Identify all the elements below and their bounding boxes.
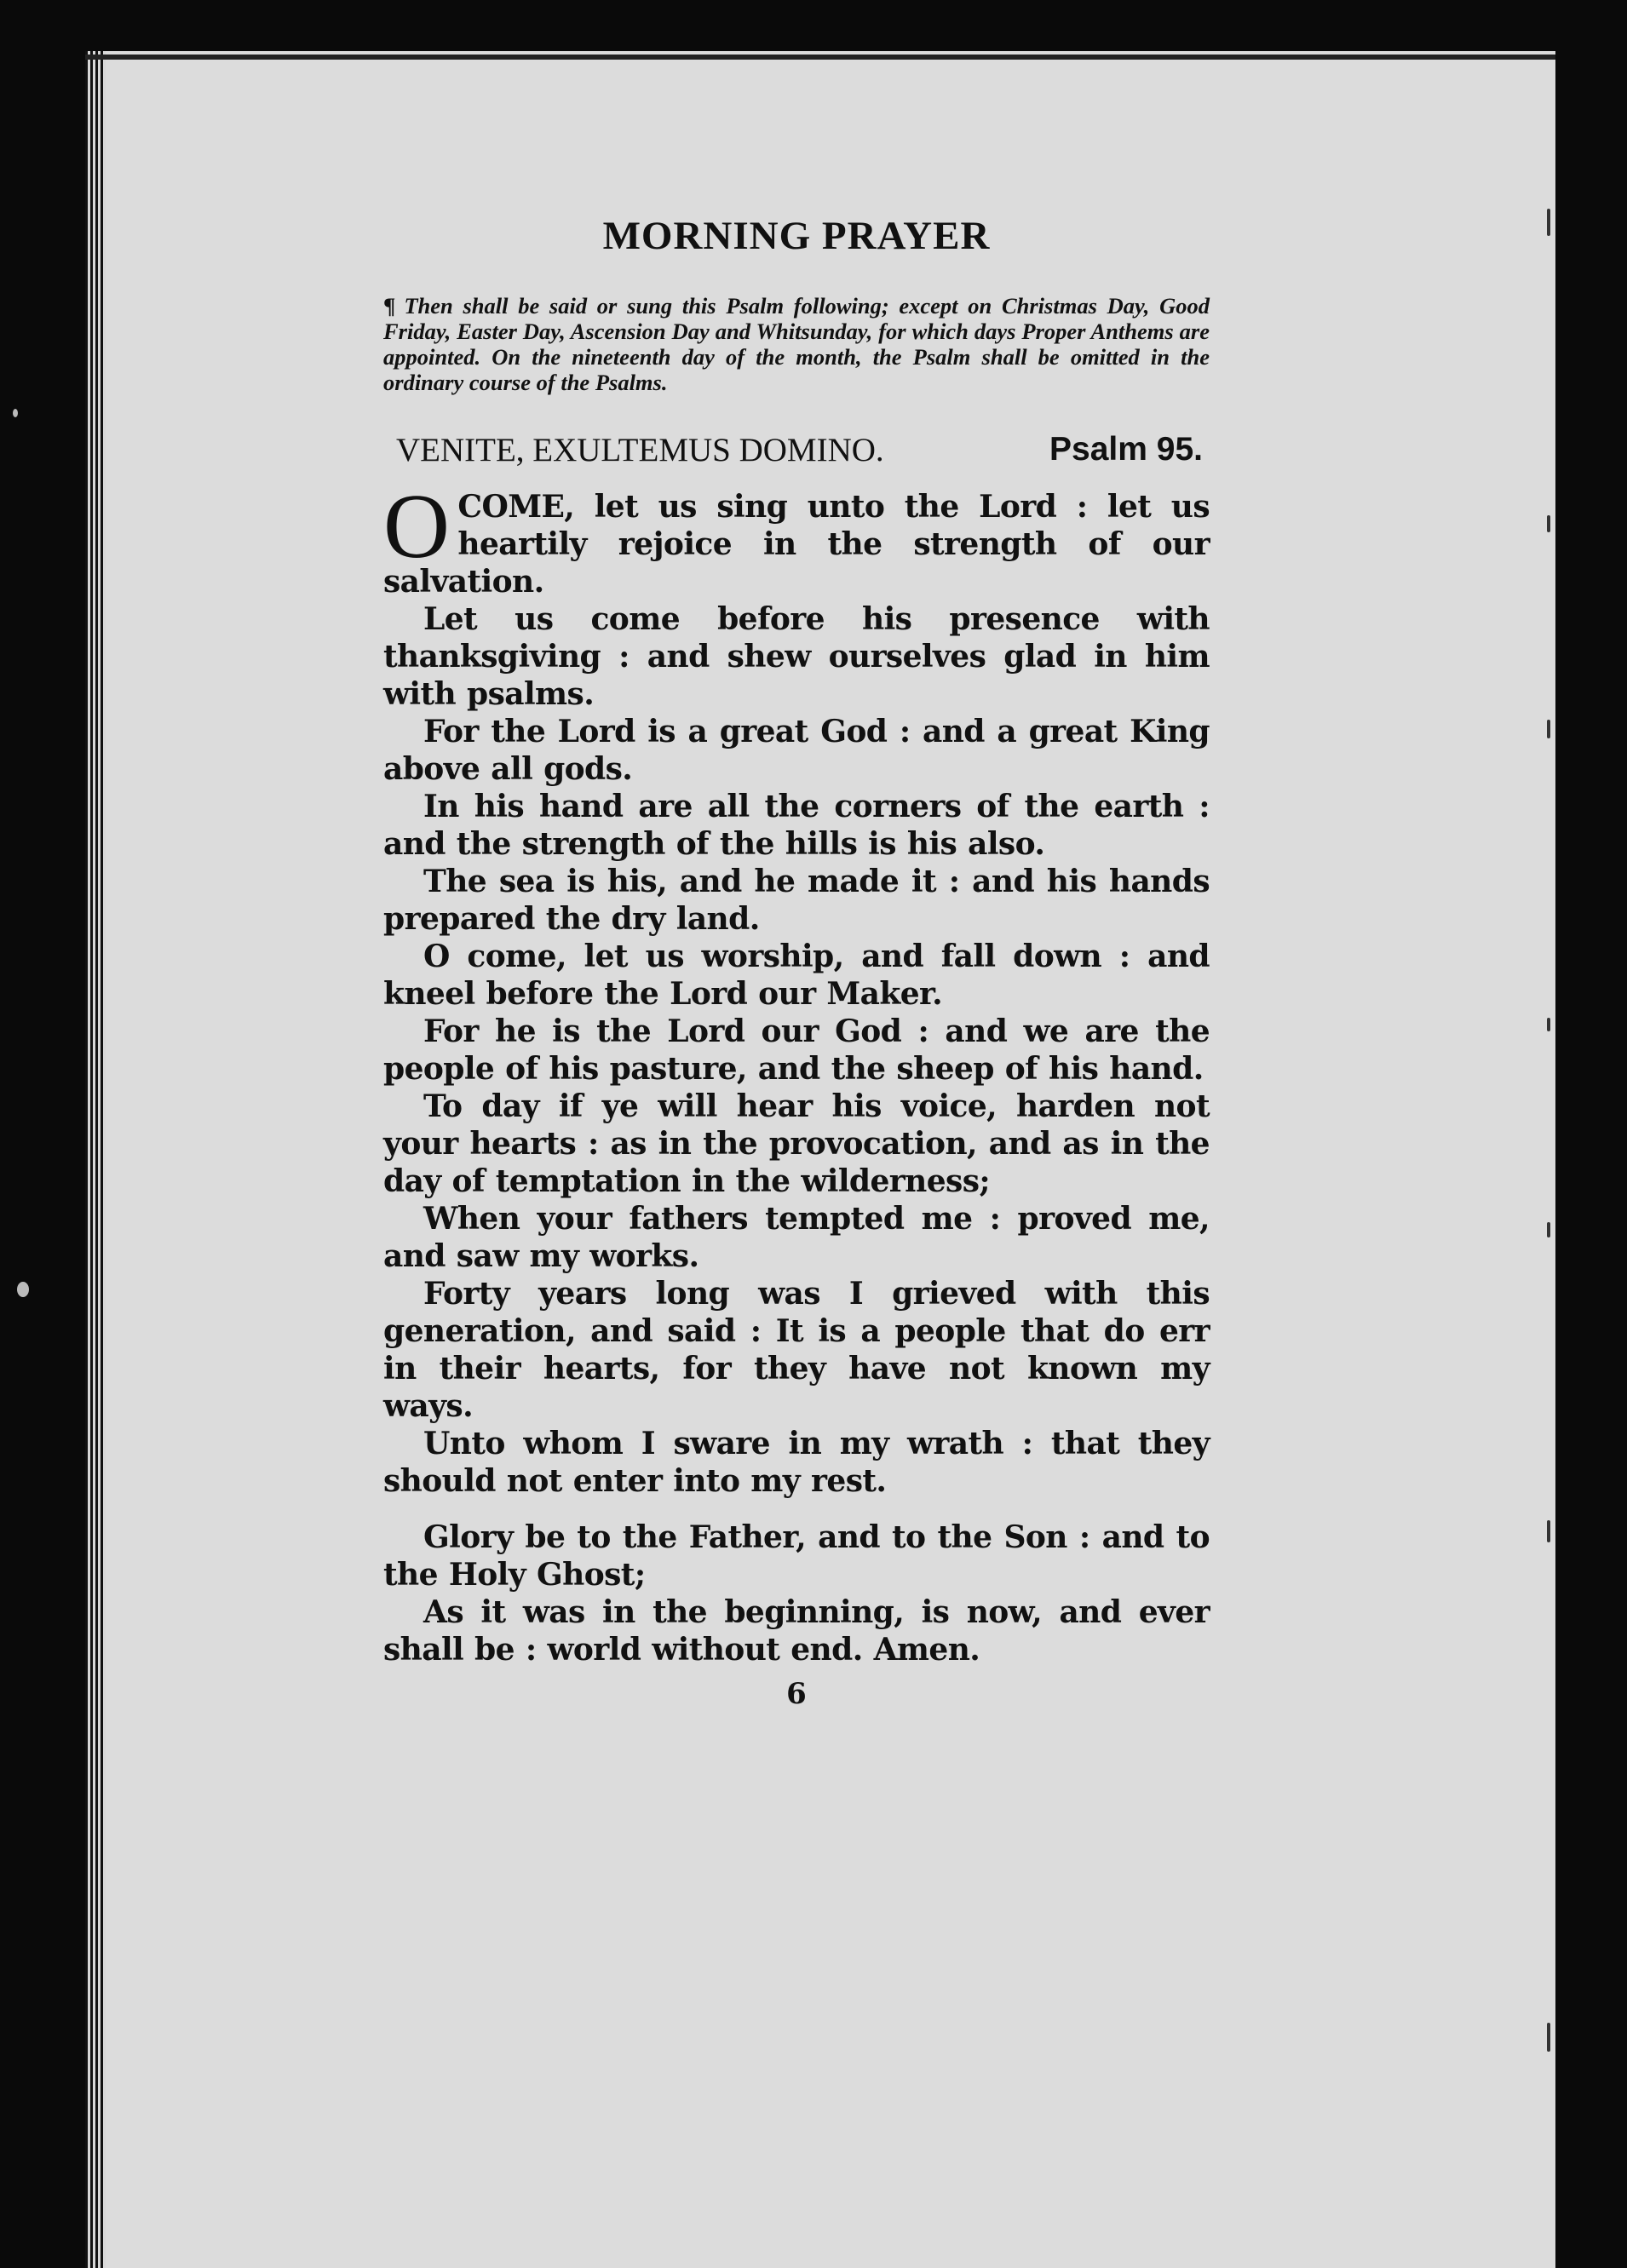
rubric <box>383 293 1210 395</box>
drop-cap: O <box>383 476 450 577</box>
gloria-2: As it was in the beginning, is now, and ever shall be : world without end. Amen. <box>383 1594 1210 1668</box>
page-title: MORNING PRAYER <box>602 214 991 258</box>
verse-1 <box>383 476 1210 600</box>
scan-speck <box>13 409 18 417</box>
verse-11: Unto whom I sware in my wrath : that they should not enter into my rest. <box>383 1426 1210 1499</box>
right-scan-border <box>1555 51 1627 2268</box>
verse-8: To day if ye will hear his voice, harden not your hearts : as in the provocation, and as in the day of temptation in the wilderness; <box>383 1088 1210 1199</box>
psalm-heading <box>396 431 1210 469</box>
verse-3: For the Lord is a great God : and a great King above all gods. <box>383 714 1210 787</box>
rubric-text: Then shall be said or sung this Psalm following; except on Christmas Day, Good Friday, Easter Day, Ascension Day and Whitsunday, for which days Proper Anthems are appointed. On the nineteenth day of the month, the Psalm shall be omitted in the ordinary course of the Psalms. <box>383 293 1210 395</box>
canticle-title: VENITE, EXULTEMUS DOMINO. <box>396 432 884 468</box>
scan-speck <box>17 1282 29 1297</box>
margin-mark <box>1547 209 1550 236</box>
text-block <box>383 213 1210 1711</box>
margin-mark <box>1547 1222 1550 1237</box>
gloria-1: Glory be to the Father, and to the Son : and to the Holy Ghost; <box>383 1519 1210 1593</box>
margin-mark <box>1547 1018 1550 1031</box>
verse-6: O come, let us worship, and fall down : and kneel before the Lord our Maker. <box>383 939 1210 1012</box>
psalm-number: Psalm 95. <box>1049 431 1203 468</box>
verse-5: The sea is his, and he made it : and his hands prepared the dry land. <box>383 864 1210 937</box>
margin-mark <box>1547 515 1550 532</box>
book-spine-edge <box>85 51 106 2268</box>
top-page-edge <box>85 55 1559 60</box>
verse-2: Let us come before his presence with thanksgiving : and shew ourselves glad in him with psalms. <box>383 601 1210 712</box>
margin-mark <box>1547 2023 1550 2052</box>
verse-9: When your fathers tempted me : proved me, and saw my works. <box>383 1201 1210 1274</box>
verse-1-text: COME, let us sing unto the Lord : let us heartily rejoice in the strength of our salvation. <box>383 489 1210 600</box>
spacer <box>383 1500 1210 1519</box>
margin-mark <box>1547 1520 1550 1542</box>
margin-mark <box>1547 720 1550 738</box>
verse-4: In his hand are all the corners of the earth : and the strength of the hills is his also. <box>383 789 1210 862</box>
pilcrow-icon: ¶ <box>383 293 396 319</box>
page-number: 6 <box>786 1677 807 1711</box>
verse-7: For he is the Lord our God : and we are the people of his pasture, and the sheep of his hand. <box>383 1013 1210 1087</box>
verse-10: Forty years long was I grieved with this generation, and said : It is a people that do err in their hearts, for they have not known my ways. <box>383 1276 1210 1424</box>
